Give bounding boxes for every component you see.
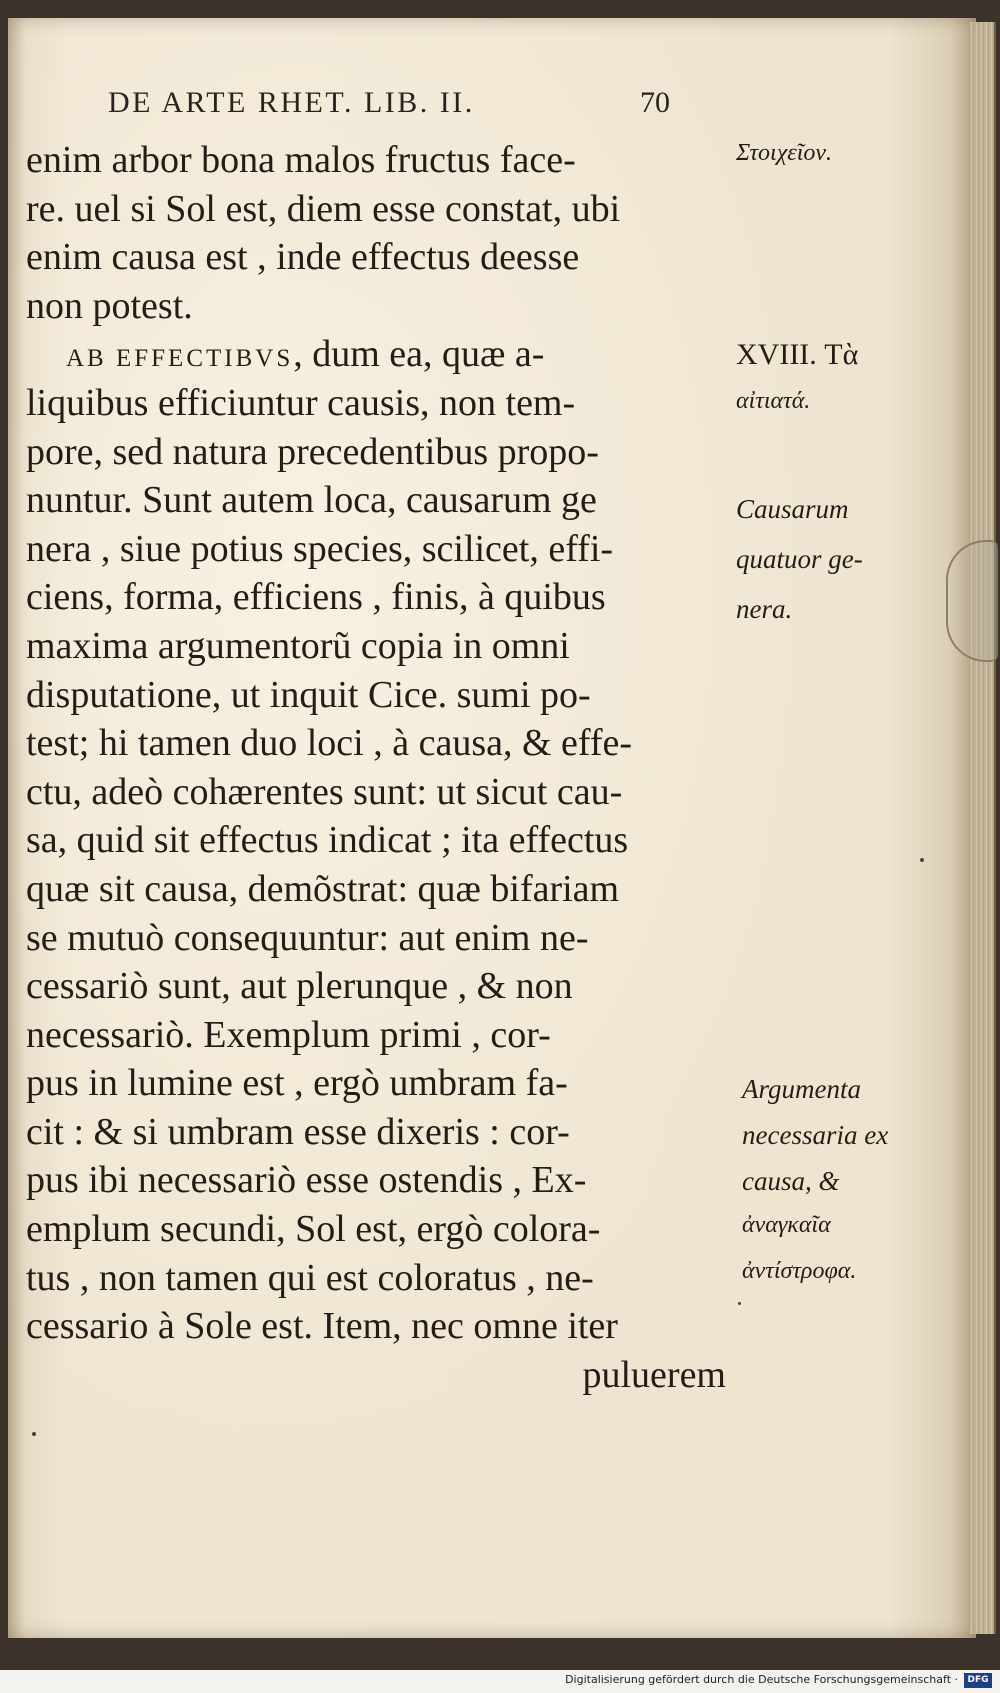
text-line: nuntur. Sunt autem loca, causarum ge	[26, 479, 597, 522]
text-line: test; hi tamen duo loci , à causa, & effe-	[26, 722, 633, 765]
text-line: pus in lumine est , ergò umbram fa-	[26, 1062, 568, 1105]
page-number: 70	[640, 86, 670, 119]
text-line: pus ibi necessariò esse ostendis , Ex-	[26, 1159, 587, 1202]
marginal-gloss: nera.	[736, 594, 793, 624]
marginal-gloss: Causarum	[736, 494, 849, 524]
text-line: necessariò. Exemplum primi , cor-	[26, 1013, 551, 1056]
text-line: ciens, forma, efficiens , finis, à quibus	[26, 576, 606, 619]
text-line: cessariò sunt, aut plerunque , & non	[26, 965, 573, 1008]
text-line: non potest.	[26, 284, 193, 327]
text-line: re. uel si Sol est, diem esse constat, ubi	[26, 187, 621, 230]
text-line: cessario à Sole est. Item, nec omne iter	[26, 1305, 618, 1348]
marginal-gloss: Στοιχεῖον.	[736, 140, 833, 166]
text-line: disputatione, ut inquit Cice. sumi po-	[26, 673, 591, 716]
body-text	[26, 136, 726, 1399]
text-line: emplum secundi, Sol est, ergò colora-	[26, 1208, 601, 1251]
marginal-gloss: ἀντίστροφα.	[742, 1258, 857, 1284]
text-line: quæ sit causa, demõstrat: quæ bifariam	[26, 867, 620, 910]
page-edges	[970, 22, 996, 1634]
marginal-gloss: necessaria ex	[742, 1120, 889, 1150]
digitization-credit: Digitalisierung gefördert durch die Deutsche Forschungsgemeinschaft ·	[565, 1673, 958, 1686]
marginal-gloss: quatuor ge-	[736, 544, 863, 574]
section-heading: AB EFFECTIBVS	[66, 345, 294, 373]
text-line: pore, sed natura precedentibus propo-	[26, 430, 599, 473]
text-line: maxima argumentorũ copia in omni	[26, 624, 570, 667]
dfg-logo: DFG	[964, 1673, 992, 1688]
marginal-gloss: causa, &	[742, 1166, 840, 1196]
section-opening-text: , dum ea, quæ a-	[293, 333, 545, 376]
text-line: se mutuò consequuntur: aut enim ne-	[26, 916, 589, 959]
text-line: enim arbor bona malos fructus face-	[26, 139, 576, 181]
text-line: cit : & si umbram esse dixeris : cor-	[26, 1110, 570, 1153]
marginal-gloss: αἰτιατά.	[736, 388, 811, 414]
text-line: enim causa est , inde effectus deesse	[26, 236, 580, 279]
catchword: puluerem	[582, 1353, 726, 1396]
bookmark-tab	[946, 540, 998, 662]
text-line: liquibus efficiuntur causis, non tem-	[26, 381, 576, 424]
ink-speck	[920, 858, 924, 862]
section-opening-line	[26, 330, 726, 379]
text-line: ctu, adeò cohærentes sunt: ut sicut cau-	[26, 770, 623, 813]
running-head: DE ARTE RHET. LIB. II.	[108, 86, 475, 119]
marginal-gloss: ἀναγκαῖα	[742, 1212, 831, 1238]
ink-speck	[738, 1302, 741, 1305]
text-line: sa, quid sit effectus indicat ; ita effectus	[26, 819, 629, 862]
marginal-gloss: XVIII. Τὰ	[736, 338, 859, 371]
ink-speck	[32, 1432, 36, 1436]
marginal-gloss: Argumenta	[742, 1074, 861, 1104]
text-line: nera , siue potius species, scilicet, effi-	[26, 527, 614, 570]
text-line: tus , non tamen qui est coloratus , ne-	[26, 1256, 594, 1299]
